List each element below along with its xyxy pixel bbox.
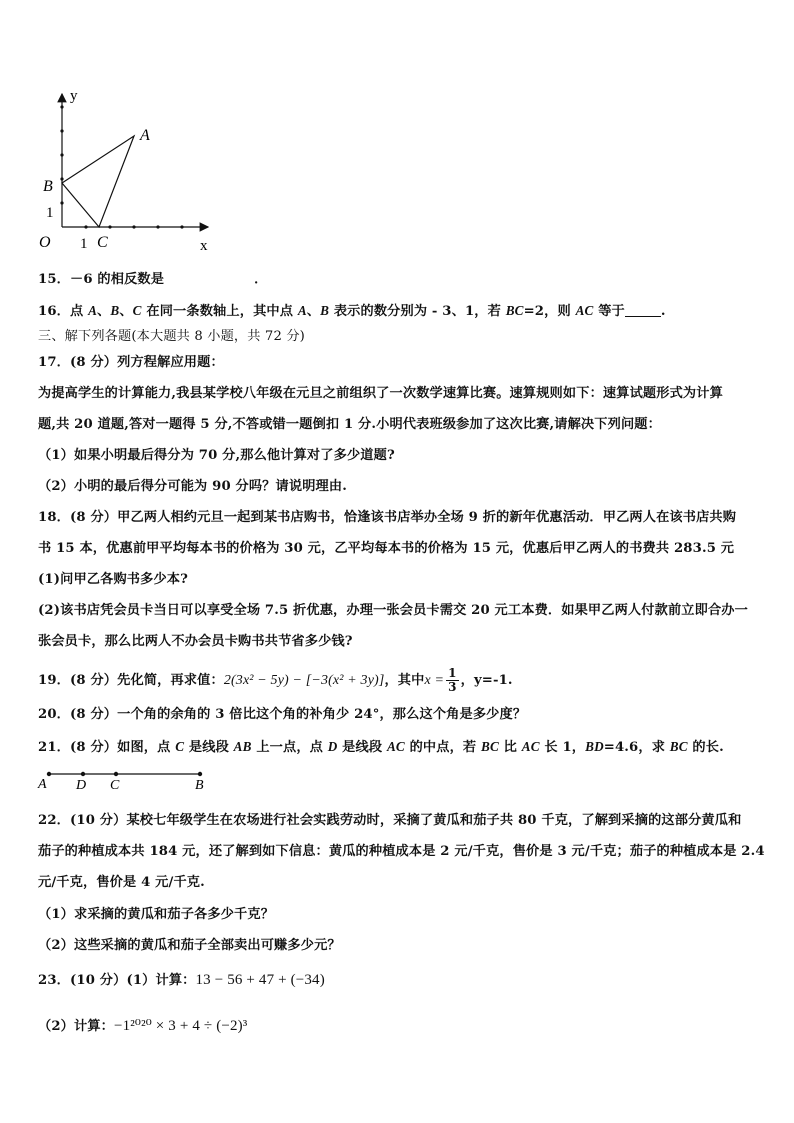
q16-answer-blank[interactable] (625, 304, 661, 317)
question-16 (38, 302, 754, 321)
q21-text: 长 1， (539, 740, 586, 755)
q21-segment-ac: AC (386, 739, 405, 754)
q21-text: 是线段 (337, 740, 387, 755)
origin-label: O (39, 234, 51, 251)
q16-point-b: B (320, 303, 330, 318)
q21-text: 的中点，若 (404, 740, 482, 755)
segment-label-d: D (76, 778, 87, 793)
segment-label-c: C (110, 778, 120, 793)
q16-text: 在同一条数轴上，其中点 (141, 304, 298, 319)
q23-part-1-label: 23．(10 分）(1）计算： (38, 973, 196, 988)
question-15 (38, 271, 754, 289)
q17-paragraph-2: 题,共 20 道题,答对一题得 5 分,不答或错一题倒扣 1 分.小明代表班级参加了这次比赛,请解决下列问题： (38, 417, 661, 432)
section-3-heading: 三、解下列各题(本大题共 8 小题，共 72 分) (38, 329, 305, 344)
q17-title: 17．(8 分）列方程解应用题： (38, 355, 224, 370)
point-b-label: B (43, 178, 53, 195)
q21-point-d: D (327, 739, 338, 754)
q23-part-2-label: （2）计算： (38, 1019, 115, 1034)
point-a-label: A (140, 127, 150, 144)
q16-point-b: B (110, 303, 120, 318)
q21-segment-bc: BC (481, 739, 499, 754)
q22-line-3: 元/千克，售价是 4 元/千克. (38, 875, 205, 890)
q21-segment-ac: AC (521, 739, 540, 754)
q15-text: 15．－6 的相反数是 (38, 272, 165, 287)
q21-text: 是线段 (184, 740, 234, 755)
q21-text: 的长. (687, 740, 724, 755)
q21-segment-bc: BC (669, 739, 688, 754)
x-tick-label: 1 (80, 236, 88, 252)
q21-text: 21．(8 分）如图，点 (38, 740, 176, 755)
q21-point-c: C (175, 739, 185, 754)
q16-sep: 、 (97, 304, 111, 319)
q22-subquestion-2: （2）这些采摘的黄瓜和茄子全部卖出可赚多少元？ (38, 938, 341, 953)
q19-denominator: 3 (448, 680, 457, 694)
point-c-label: C (97, 234, 108, 251)
q21-segment-ab: AB (233, 739, 252, 754)
question-20: 20．(8 分）一个角的余角的 3 倍比这个角的补角少 24°，那么这个角是多少度？ (38, 707, 527, 722)
q19-fraction (446, 667, 459, 694)
q16-text: 表示的数分别为 - 3、1，若 (329, 304, 506, 319)
q18-line-1: 18．(8 分）甲乙两人相约元旦一起到某书店购书，恰逢该书店举办全场 9 折的新年优惠活动．甲乙两人在该书店共购 (38, 510, 737, 525)
q19-prefix: 19．(8 分）先化简，再求值： (38, 673, 224, 688)
q22-subquestion-1: （1）求采摘的黄瓜和茄子各多少千克？ (38, 907, 275, 922)
q16-point-a: A (297, 303, 307, 318)
point-a-dot (47, 772, 51, 776)
q17-subquestion-2: （2）小明的最后得分可能为 90 分吗？请说明理由. (38, 479, 347, 494)
segment-label-b: B (195, 778, 204, 793)
q23-part-2-expression: −1²⁰²⁰ × 3 + 4 ÷ (−2)³ (114, 1018, 248, 1034)
q16-point-c: C (132, 303, 142, 318)
q19-numerator: 1 (448, 666, 457, 680)
q17-subquestion-1: （1）如果小明最后得分为 70 分,那么他计算对了多少道题? (38, 448, 395, 463)
q19-text: ，其中 (384, 673, 425, 688)
y-axis-label: y (70, 88, 78, 104)
q16-segment-ac: AC (575, 303, 594, 318)
x-axis-label: x (200, 238, 208, 254)
question-19 (38, 667, 754, 694)
point-c-dot (114, 772, 118, 776)
q21-segment-bd: BD (585, 739, 604, 754)
segment-figure (36, 764, 216, 794)
q17-paragraph-1: 为提高学生的计算能力,我县某学校八年级在元旦之前组织了一次数学速算比赛。速算规则如下：速算试题形式为计算 (38, 386, 723, 401)
q19-expression: 2(3x² − 5y) − [−3(x² + 3y)] (223, 673, 385, 688)
q23-part-1-expression: 13 − 56 + 47 + (−34) (195, 972, 325, 988)
q23-part-2 (38, 1017, 754, 1036)
q16-segment-bc: BC (505, 303, 524, 318)
point-d-dot (81, 772, 85, 776)
point-b-dot (198, 772, 202, 776)
q18-line-2: 书 15 本，优惠前甲平均每本书的价格为 30 元，乙平均每本书的价格为 15 元，优惠后甲乙两人的书费共 283.5 元 (38, 541, 735, 556)
q15-end: ． (254, 272, 268, 287)
q16-prefix: 16．点 (38, 304, 84, 319)
q18-subquestion-1: (1)问甲乙各购书多少本? (38, 572, 189, 587)
q23-part-1 (38, 971, 754, 990)
q18-subquestion-2b: 张会员卡，那么比两人不办会员卡购书共节省多少钱? (38, 634, 353, 649)
q19-y: ，y=-1. (460, 673, 513, 688)
q16-text: =2，则 (523, 304, 576, 319)
triangle-abc (62, 136, 134, 227)
q22-line-2: 茄子的种植成本共 184 元，还了解到如下信息：黄瓜的种植成本是 2 元/千克，售价是 3 元/千克；茄子的种植成本是 2.4 (38, 844, 765, 859)
q21-text: 上一点，点 (251, 740, 328, 755)
segment-label-a: A (38, 777, 47, 792)
q22-line-1: 22．(10 分）某校七年级学生在农场进行社会实践劳动时，采摘了黄瓜和茄子共 80 千克，了解到采摘的这部分黄瓜和 (38, 813, 742, 828)
q21-text: 比 (498, 740, 522, 755)
q21-text: =4.6，求 (603, 740, 670, 755)
q18-subquestion-2a: (2)该书店凭会员卡当日可以享受全场 7.5 折优惠，办理一张会员卡需交 20 元工本费．如果甲乙两人付款前立即合办一 (38, 603, 748, 618)
q16-sep: 、 (119, 304, 133, 319)
q16-sep: 、 (306, 304, 321, 319)
q16-text: 等于 (593, 304, 625, 319)
q16-tail: . (660, 304, 666, 319)
y-tick-label: 1 (46, 205, 54, 221)
q16-point-a: A (88, 303, 98, 318)
q19-x: x = (424, 673, 445, 688)
question-21 (38, 738, 754, 757)
coordinate-figure (30, 84, 230, 256)
